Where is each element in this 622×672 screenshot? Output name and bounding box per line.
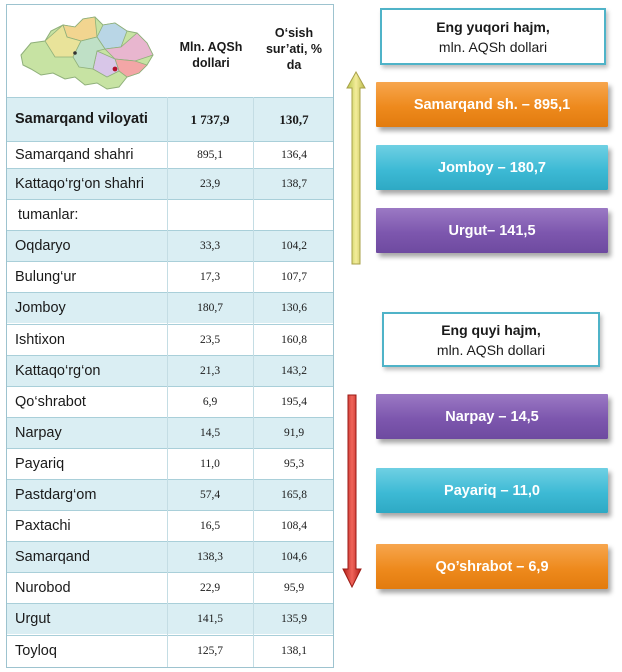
top-panel-subtitle: mln. AQSh dollari xyxy=(438,39,548,55)
table-row xyxy=(7,168,333,199)
row-growth: 95,3 xyxy=(283,457,305,470)
row-name: Kattaqo‘rg‘on shahri xyxy=(15,176,144,193)
row-value: 1 737,9 xyxy=(190,111,230,127)
row-growth: 136,4 xyxy=(281,149,307,161)
row-name: Payariq xyxy=(15,455,65,472)
row-name: Urgut xyxy=(15,611,51,628)
row-value xyxy=(167,200,253,230)
row-growth: 195,4 xyxy=(281,395,307,408)
row-growth: 138,1 xyxy=(281,644,307,657)
row-name: Narpay xyxy=(15,424,62,441)
row-value: 141,5 xyxy=(197,613,223,626)
row-growth: 138,7 xyxy=(281,178,307,191)
row-growth: 130,6 xyxy=(281,302,307,315)
row-name: Samarqand xyxy=(15,549,90,566)
row-name: Pastdarg‘om xyxy=(15,487,97,504)
table-row xyxy=(7,355,333,386)
row-growth: 104,6 xyxy=(281,551,307,564)
row-growth: 104,2 xyxy=(281,240,307,253)
top-panel-title xyxy=(380,8,606,65)
row-value: 14,5 xyxy=(199,426,221,439)
row-value: 23,5 xyxy=(199,333,221,346)
down-arrow-icon xyxy=(341,393,363,589)
top-bar-1: Samarqand sh. – 895,1 xyxy=(376,82,608,127)
table-row xyxy=(7,572,333,603)
bottom-bar-2: Payariq – 11,0 xyxy=(376,468,608,513)
top-bar-2: Jomboy – 180,7 xyxy=(376,145,608,190)
regional-table xyxy=(6,4,334,668)
row-growth: 130,7 xyxy=(279,111,309,127)
bottom-panel-title-text: Eng quyi hajm, xyxy=(441,322,541,338)
row-growth: 91,9 xyxy=(283,426,305,439)
row-name: Toyloq xyxy=(15,642,57,659)
table-row xyxy=(7,386,333,417)
row-name: Oqdaryo xyxy=(15,238,71,255)
row-value: 138,3 xyxy=(197,551,223,564)
row-value: 22,9 xyxy=(199,582,221,595)
row-growth xyxy=(253,200,335,230)
top-panel-title-text: Eng yuqori hajm, xyxy=(436,19,550,35)
row-value: 125,7 xyxy=(197,644,223,657)
table-row xyxy=(7,261,333,292)
table-row xyxy=(7,603,333,634)
row-value: 17,3 xyxy=(199,271,221,284)
table-row xyxy=(7,541,333,572)
table-row xyxy=(7,230,333,261)
row-growth: 107,7 xyxy=(281,271,307,284)
row-value: 33,3 xyxy=(199,240,221,253)
row-value: 21,3 xyxy=(199,364,221,377)
table-header-row xyxy=(7,5,333,97)
row-value: 180,7 xyxy=(197,302,223,315)
row-name: Nurobod xyxy=(15,580,71,597)
row-name: Ishtixon xyxy=(15,331,65,348)
table-row xyxy=(7,448,333,479)
table-row xyxy=(7,417,333,448)
row-value: 6,9 xyxy=(202,395,218,408)
bottom-panel-subtitle: mln. AQSh dollari xyxy=(436,342,546,358)
table-row xyxy=(7,635,333,666)
row-growth: 165,8 xyxy=(281,489,307,502)
region-map-image xyxy=(11,7,161,95)
row-value: 895,1 xyxy=(197,149,223,161)
table-divider-1 xyxy=(167,97,168,667)
header-growth: O‘sish sur’ati, % da xyxy=(265,26,323,72)
table-row xyxy=(7,97,333,141)
row-name: Qo‘shrabot xyxy=(15,393,86,410)
table-row xyxy=(7,510,333,541)
table-divider-2 xyxy=(253,97,254,667)
table-row xyxy=(7,324,333,355)
up-arrow-icon xyxy=(345,70,367,266)
row-growth: 143,2 xyxy=(281,364,307,377)
top-bar-3: Urgut– 141,5 xyxy=(376,208,608,253)
row-growth: 160,8 xyxy=(281,333,307,346)
table-row xyxy=(7,141,333,168)
bottom-bar-1: Narpay – 14,5 xyxy=(376,394,608,439)
bottom-panel-title xyxy=(382,312,600,367)
row-value: 11,0 xyxy=(200,457,220,470)
row-name: Samarqand viloyati xyxy=(15,111,148,127)
row-name: Jomboy xyxy=(15,300,66,317)
row-growth: 135,9 xyxy=(281,613,307,626)
table-row xyxy=(7,292,333,323)
row-name: Kattaqo‘rg‘on xyxy=(15,362,101,379)
row-growth: 108,4 xyxy=(281,520,307,533)
row-value: 57,4 xyxy=(199,489,221,502)
header-value: Mln. AQSh dollari xyxy=(179,40,243,70)
row-growth: 95,9 xyxy=(283,582,305,595)
row-name: Samarqand shahri xyxy=(15,147,134,163)
row-name: Bulung‘ur xyxy=(15,269,77,286)
row-name: Paxtachi xyxy=(15,518,71,535)
table-row xyxy=(7,199,333,230)
row-value: 23,9 xyxy=(199,178,221,191)
bottom-bar-3: Qo’shrabot – 6,9 xyxy=(376,544,608,589)
table-row xyxy=(7,479,333,510)
row-name: tumanlar: xyxy=(18,207,79,224)
row-value: 16,5 xyxy=(199,520,221,533)
